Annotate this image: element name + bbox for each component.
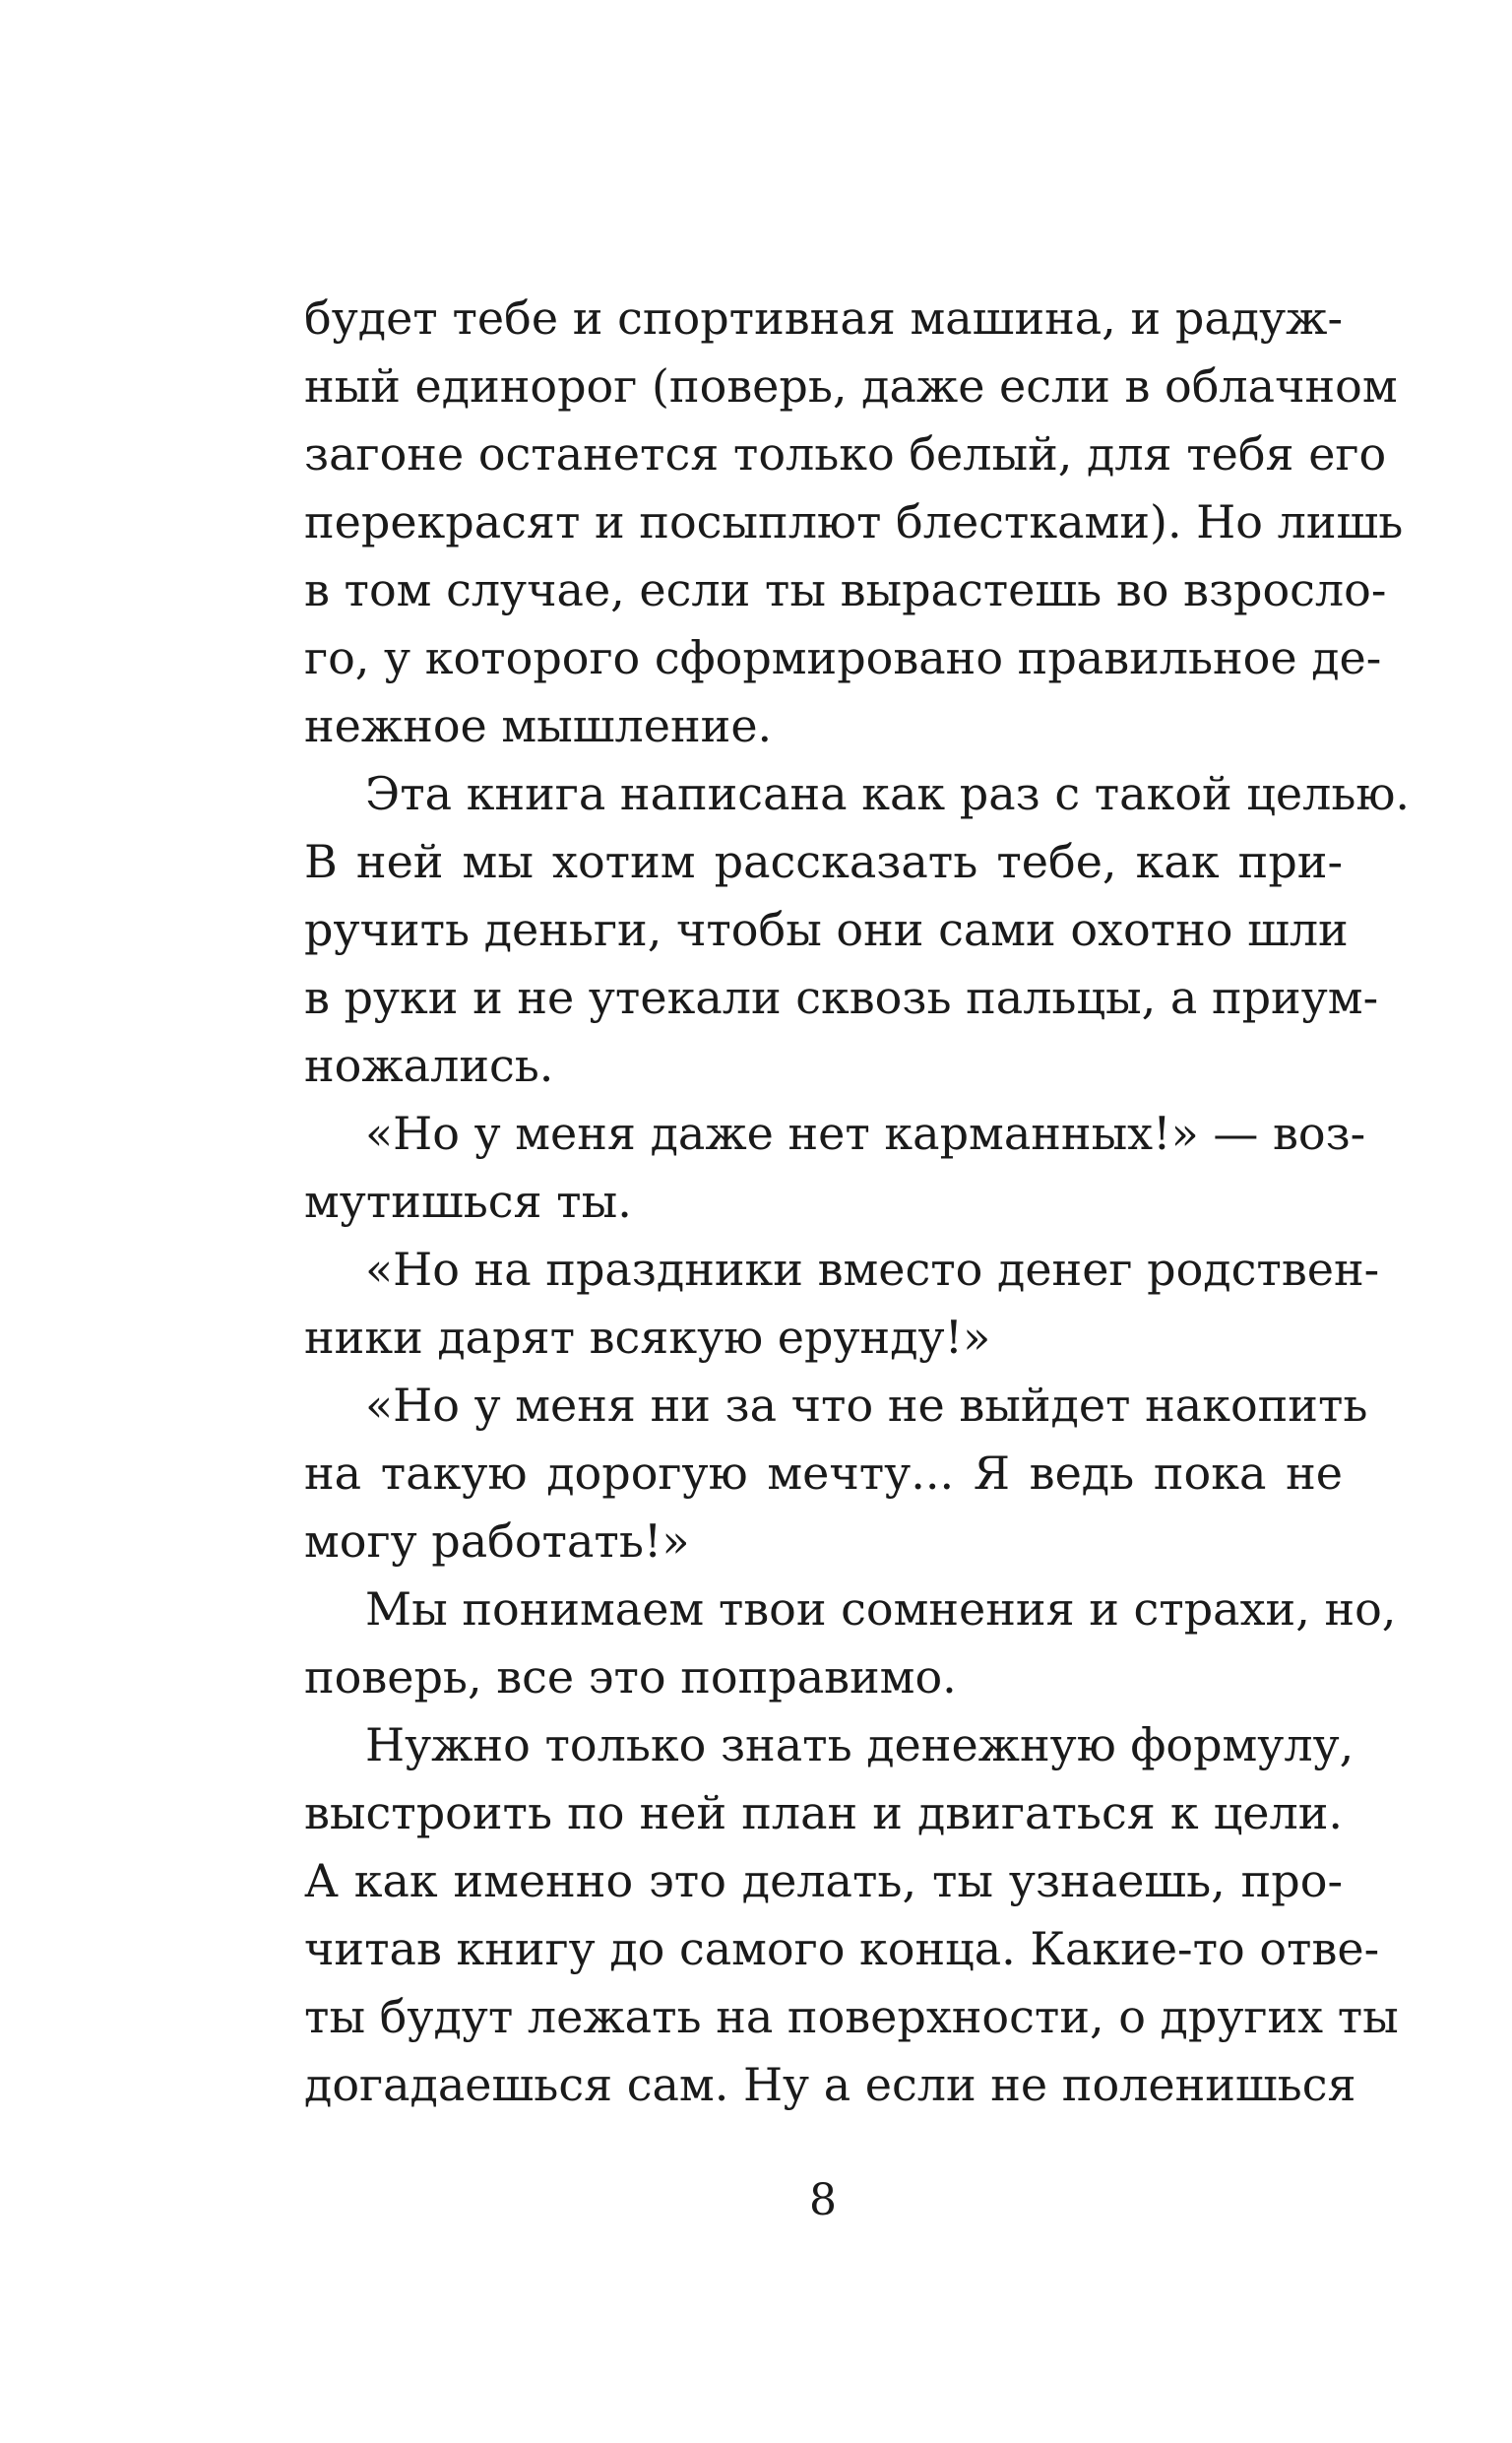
text-line: могу работать!» (304, 1514, 690, 1568)
text-line: будет тебе и спортивная машина, и радуж- (304, 291, 1343, 345)
text-line: поверь, все это поправимо. (304, 1650, 957, 1704)
text-line: на такую дорогую мечту... Я ведь пока не (304, 1447, 1343, 1500)
text-line: Нужно только знать денежную формулу, (365, 1718, 1354, 1771)
text-line: в том случае, если ты вырастешь во взросло- (304, 563, 1387, 616)
text-line: Эта книга написана как раз с такой целью. (365, 767, 1411, 820)
text-line: ты будут лежать на поверхности, о других ты (304, 1990, 1399, 2043)
text-line: ножались. (304, 1039, 554, 1092)
text-line: ники дарят всякую ерунду!» (304, 1311, 991, 1364)
text-line: ный единорог (поверь, даже если в облачном (304, 359, 1398, 413)
text-line: ручить деньги, чтобы они сами охотно шли (304, 903, 1349, 956)
text-line: го, у которого сформировано правильное де- (304, 631, 1382, 684)
text-line: нежное мышление. (304, 699, 773, 752)
text-line: читав книгу до самого конца. Какие-то отве- (304, 1922, 1380, 1975)
page-number: 8 (809, 2175, 837, 2225)
text-line: В ней мы хотим рассказать тебе, как при- (304, 835, 1343, 888)
text-line: выстроить по ней план и двигаться к цели. (304, 1786, 1343, 1839)
text-line: догадаешься сам. Ну а если не поленишься (304, 2058, 1356, 2111)
text-line: «Но у меня даже нет карманных!» — воз- (365, 1107, 1366, 1160)
text-line: загоне останется только белый, для тебя его (304, 427, 1387, 481)
text-line: «Но у меня ни за что не выйдет накопить (365, 1379, 1368, 1432)
text-line: «Но на праздники вместо денег родствен- (365, 1243, 1380, 1296)
text-line: перекрасят и посыплют блестками). Но лишь (304, 495, 1404, 548)
text-line: в руки и не утекали сквозь пальцы, а приум- (304, 971, 1379, 1024)
text-line: А как именно это делать, ты узнаешь, про- (304, 1854, 1343, 1907)
text-line: Мы понимаем твои сомнения и страхи, но, (365, 1582, 1397, 1636)
text-line: мутишься ты. (304, 1175, 632, 1228)
